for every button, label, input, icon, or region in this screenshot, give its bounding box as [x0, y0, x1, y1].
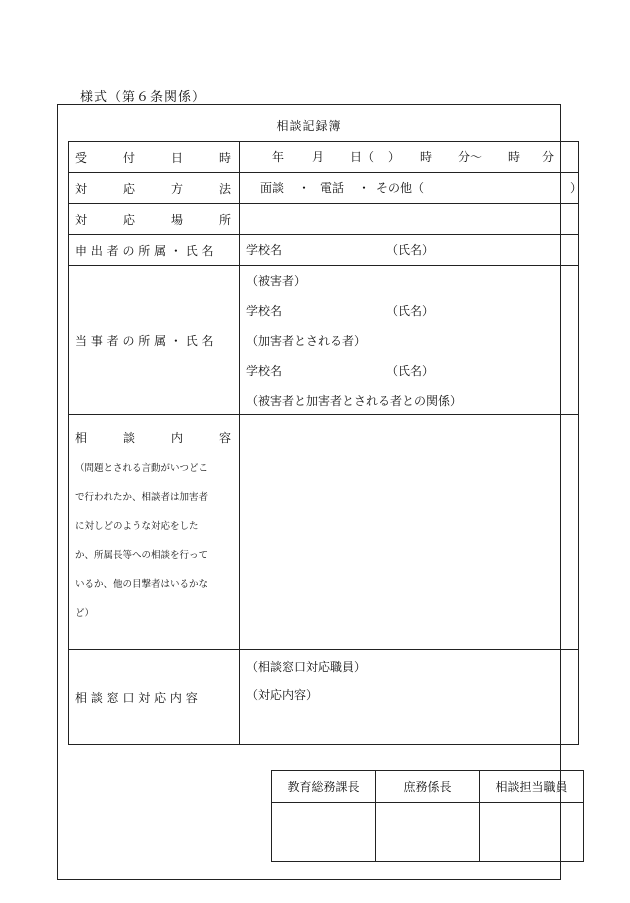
- value-applicant[interactable]: 学校名 （氏名）: [240, 235, 579, 266]
- stamp-box-consultation-staff[interactable]: [480, 803, 584, 862]
- content-note: （問題とされる言動がいつどこ で行われたか、相談者は加害者 に対しどのような対応をした か、所属長等への相談を行って いるか、他の目撃者はいるかな ど）: [75, 463, 209, 619]
- row-window: [69, 650, 579, 745]
- label-place: 対 応 場 所: [69, 204, 240, 235]
- stamp-header-consultation-staff: 相談担当職員: [480, 771, 584, 803]
- value-place[interactable]: [240, 204, 579, 235]
- value-parties[interactable]: （被害者） 学校名 （氏名） （加害者とされる者） 学校名 （氏名） （被害者と加害者とされる者との関係）: [240, 266, 579, 415]
- approval-stamp-table: [271, 770, 584, 862]
- value-reception[interactable]: 年 月 日（ ） 時 分～ 時 分: [240, 142, 579, 173]
- value-window[interactable]: （相談窓口対応職員） （対応内容）: [240, 650, 579, 745]
- label-applicant: 申 出 者 の 所 属 ・ 氏 名: [69, 235, 240, 266]
- stamp-box-general-affairs-chief[interactable]: [376, 803, 480, 862]
- row-content: [69, 415, 579, 650]
- stamp-header-general-affairs-chief: 庶務係長: [376, 771, 480, 803]
- row-parties: [69, 266, 579, 415]
- document-title: 相談記録簿: [276, 119, 342, 133]
- value-content[interactable]: [240, 415, 579, 650]
- form-frame: [57, 104, 583, 880]
- label-method: 対 応 方 法: [69, 173, 240, 204]
- stamp-header-education-director: 教育総務課長: [272, 771, 376, 803]
- row-applicant: [69, 235, 579, 266]
- row-method: [69, 173, 579, 204]
- stamp-box-education-director[interactable]: [272, 803, 376, 862]
- label-parties: 当 事 者 の 所 属 ・ 氏 名: [69, 266, 240, 415]
- form-label: 様式（第６条関係）: [80, 90, 207, 105]
- row-reception: [69, 142, 579, 173]
- value-method[interactable]: 面談 ・ 電話 ・ その他（ ）: [240, 173, 579, 204]
- record-table: [68, 141, 583, 745]
- label-window: 相 談 窓 口 対 応 内 容: [69, 650, 240, 745]
- label-content: 相 談 内 容 （問題とされる言動がいつどこ で行われたか、相談者は加害者 に対しどのような対応をした か、所属長等への相談を行って いるか、他の目撃者はいるかな ど）: [69, 415, 240, 650]
- label-reception: 受 付 日 時: [69, 142, 240, 173]
- row-place: [69, 204, 579, 235]
